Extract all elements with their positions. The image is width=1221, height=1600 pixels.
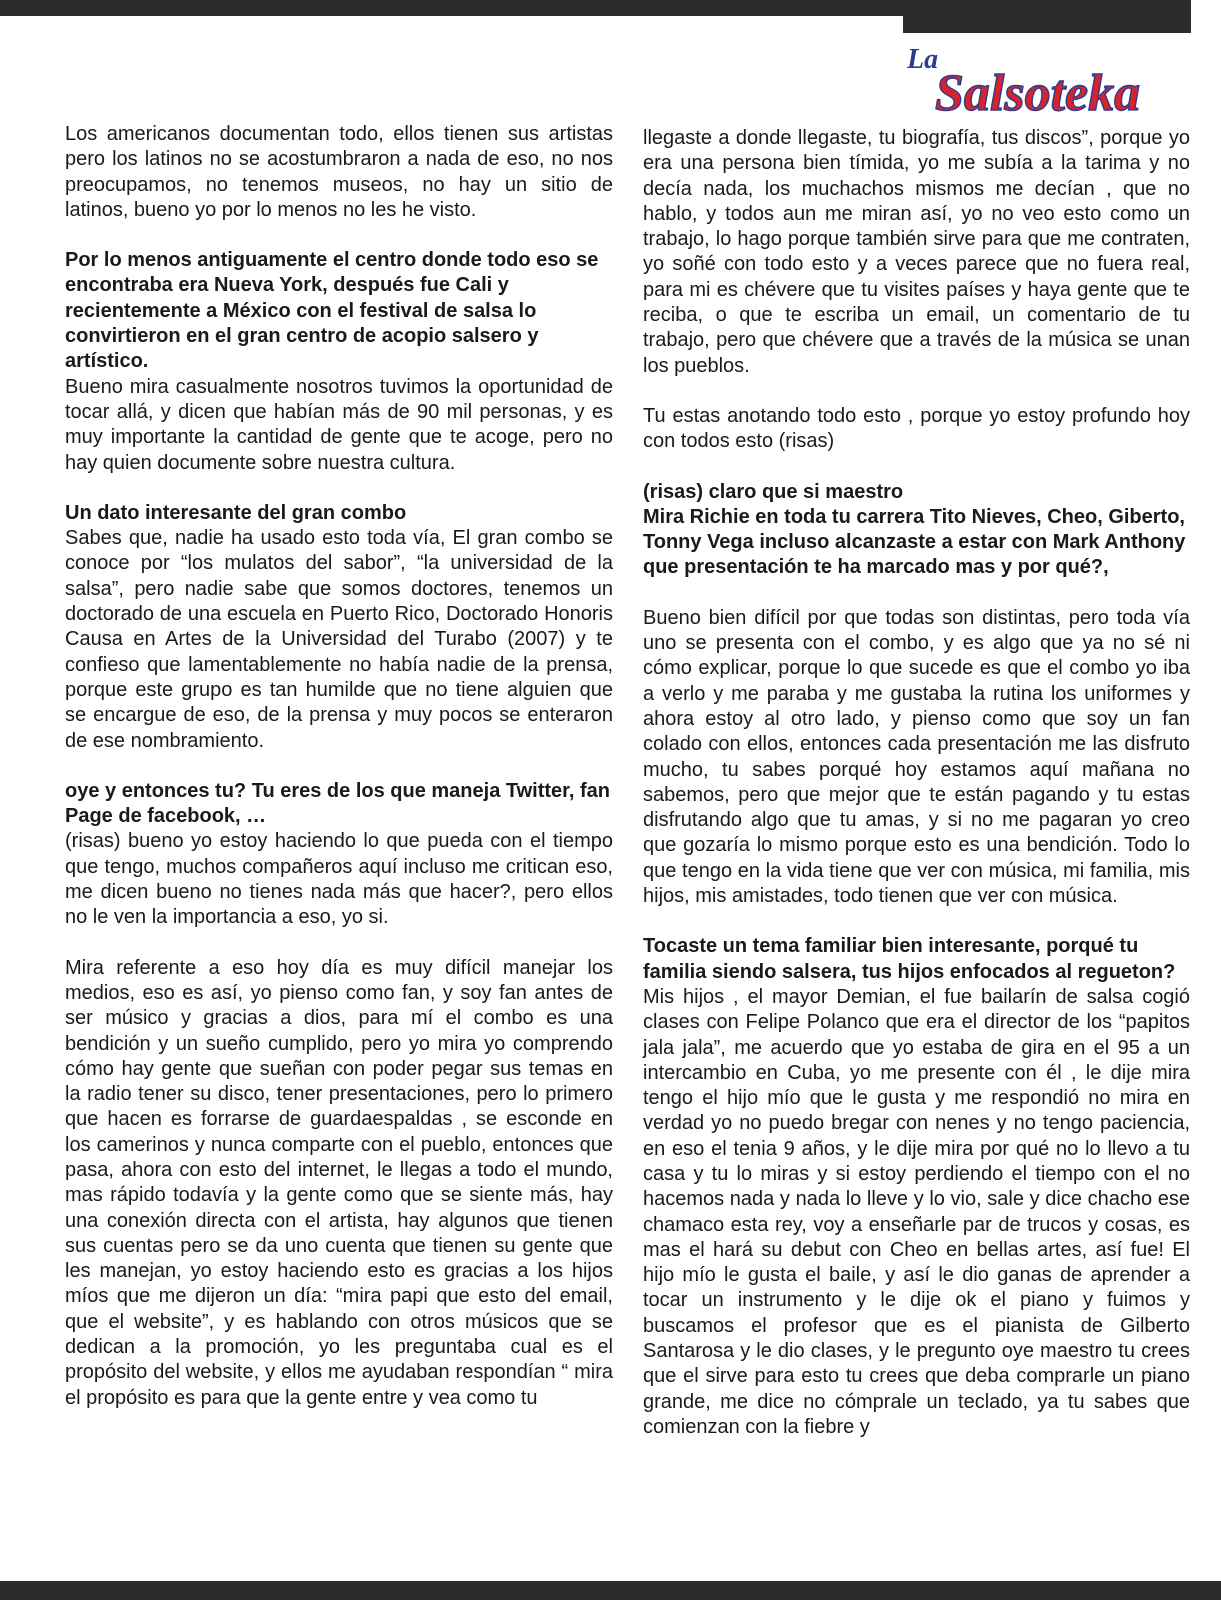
bottom-border-bar	[0, 1581, 1221, 1600]
interview-answer: (risas) bueno yo estoy haciendo lo que pueda con el tiempo que tengo, muchos compañeros aquí incluso me critican eso, me dicen bueno no tienes nada más que hacer?, pero ellos no le ven la importancia a eso, yo si.	[65, 830, 613, 929]
salsoteka-logo	[905, 40, 1180, 126]
logo-prefix: La	[907, 44, 939, 75]
top-border-bar	[0, 0, 1191, 16]
paragraph: Los americanos documentan todo, ellos tienen sus artistas pero los latinos no se acostumbraron a nada de eso, no nos preocupamos, no tenemos museos, no hay un sitio de latinos, bueno yo por lo menos no les he visto.	[65, 123, 613, 221]
interview-question: Tocaste un tema familiar bien interesante, porqué tu familia siendo salsera, tus hijos enfocados al regueton?	[643, 935, 1176, 983]
left-column	[65, 122, 613, 1411]
right-column	[643, 126, 1190, 1440]
paragraph: Mira referente a eso hoy día es muy difícil manejar los medios, eso es así, yo pienso como fan, y soy fan antes de ser músico y gracias a dios, para mí el combo es una bendición y un sueño cumplido, pero yo mira yo comprendo cómo hay gente que sueñan con poder pegar sus temas en la radio tener su disco, tener presentaciones, pero lo primero que hacen es forrarse de guardaespaldas , se esconde en los camerinos y nunca comparte con el pueblo, entonces que pasa, ahora con esto del internet, le llegas a todo el mundo, mas rápido todavía y la gente como que se siente más, hay una conexión directa con el artista, hay algunos que tienen sus cuentas pero se da uno cuenta que tienen su gente que les manejan, yo estoy haciendo esto es gracias a los hijos míos que me dijeron un día: “mira papi que esto del email, que el website”, y es hablando con otros músicos que se dedican a la promoción, yo les preguntaba cual es el propósito del website, y ellos me ayudaban respondían “ mira el propósito es para que la gente entre y vea como tu	[65, 956, 613, 1409]
logo-main: Salsoteka	[935, 65, 1141, 122]
interview-question: oye y entonces tu? Tu eres de los que maneja Twitter, fan Page de facebook, …	[65, 779, 610, 828]
interview-answer: Bueno bien difícil por que todas son distintas, pero toda vía uno se presenta con el combo, y es algo que ya no sé ni cómo explicar, porque lo que sucede es que el combo yo iba a verlo y me paraba y me gustaba la rutina los uniformes y ahora estoy al otro lado, y pienso como que soy un fan colado con ellos, entonces cada presentación me las disfruto mucho, tu sabes porqué hoy estamos aquí mañana no sabemos, pero que mejor que te están pagando y tu estas disfrutando algo que tu amas, y si no me pagaran yo creo que gozaría lo mismo porque esto es una bendición. Todo lo que tengo en la vida tiene que ver con música, mi familia, mis hijos, mis amistades, todo tienen que ver con música.	[643, 606, 1190, 908]
interview-question: Un dato interesante del gran combo	[65, 501, 407, 524]
paragraph: llegaste a donde llegaste, tu biografía, tus discos”, porque yo era una persona bien tímida, yo me subía a la tarima y no decía nada, los muchachos mismos me decían , que no hablo, y todos aun me miran así, yo no veo esto como un trabajo, lo hago porque también sirve para que me contraten, yo soñé con todo esto y a veces parece que no fuera real, para mi es chévere que tu visites países y haya gente que te reciba, o que te escriba un email, un comentario de tu trabajo, pero que chévere que a través de la música se unan los pueblos.	[643, 127, 1190, 377]
interview-question: (risas) claro que si maestro Mira Richie en toda tu carrera Tito Nieves, Cheo, Giberto, Tonny Vega incluso alcanzaste a estar con Mark Anthony que presentación te ha marcado mas y por qué?,	[643, 480, 1186, 579]
interview-answer: Sabes que, nadie ha usado esto toda vía, El gran combo se conoce por “los mulatos del sabor”, “la universidad de la salsa”, pero nadie sabe que somos doctores, tenemos un doctorado de una escuela en Puerto Rico, Doctorado Honoris Causa en Artes de la Universidad del Turabo (2007) y te confieso que lamentablemente no había nadie de la prensa, porque este grupo es tan humilde que no tiene alguien que se encargue de eso, de la prensa y muy pocos se enteraron de ese nombramiento.	[65, 527, 613, 752]
top-header-tab	[903, 16, 1191, 33]
interview-answer: Bueno mira casualmente nosotros tuvimos la oportunidad de tocar allá, y dicen que habían más de 90 mil personas, y es muy importante la cantidad de gente que te acoge, pero no hay quien documente sobre nuestra cultura.	[65, 375, 613, 474]
paragraph: Tu estas anotando todo esto , porque yo estoy profundo hoy con todos esto (risas)	[643, 404, 1190, 453]
interview-question: Por lo menos antiguamente el centro donde todo eso se encontraba era Nueva York, después fue Cali y recientemente a México con el festival de salsa lo convirtieron en el gran centro de acopio salsero y artístico.	[65, 249, 599, 373]
interview-answer: Mis hijos , el mayor Demian, el fue bailarín de salsa cogió clases con Felipe Polanco que era el director de los “papitos jala jala”, me acuerdo que yo estaba de gira en el 95 a un intercambio en Cuba, yo me presente con él , le dije mira tengo el hijo mío que le gusta y me respondió no mira en verdad yo no puedo bregar con nenes y no tengo paciencia, en eso el tenia 9 años, y le dije mira por qué no lo llevo a tu casa y tu lo miras y si estoy perdiendo el tiempo con el no hacemos nada y nada lo lleve y lo vio, sale y dice chacho ese chamaco esta rey, voy a enseñarle par de trucos y cosas, es mas el hará su debut con Cheo en bellas artes, así fue! El hijo mío le gusta el baile, y así le dio ganas de aprender a tocar un instrumento y le dije ok el piano y fuimos y buscamos el profesor que es el pianista de Gilberto Santarosa y le dio clases, y le pregunto oye maestro tu crees que el sirve para esto tu crees que deba comprarle un piano grande, me dice no cómprale un teclado, ya tu sabes que comienzan con la fiebre y	[643, 985, 1190, 1438]
